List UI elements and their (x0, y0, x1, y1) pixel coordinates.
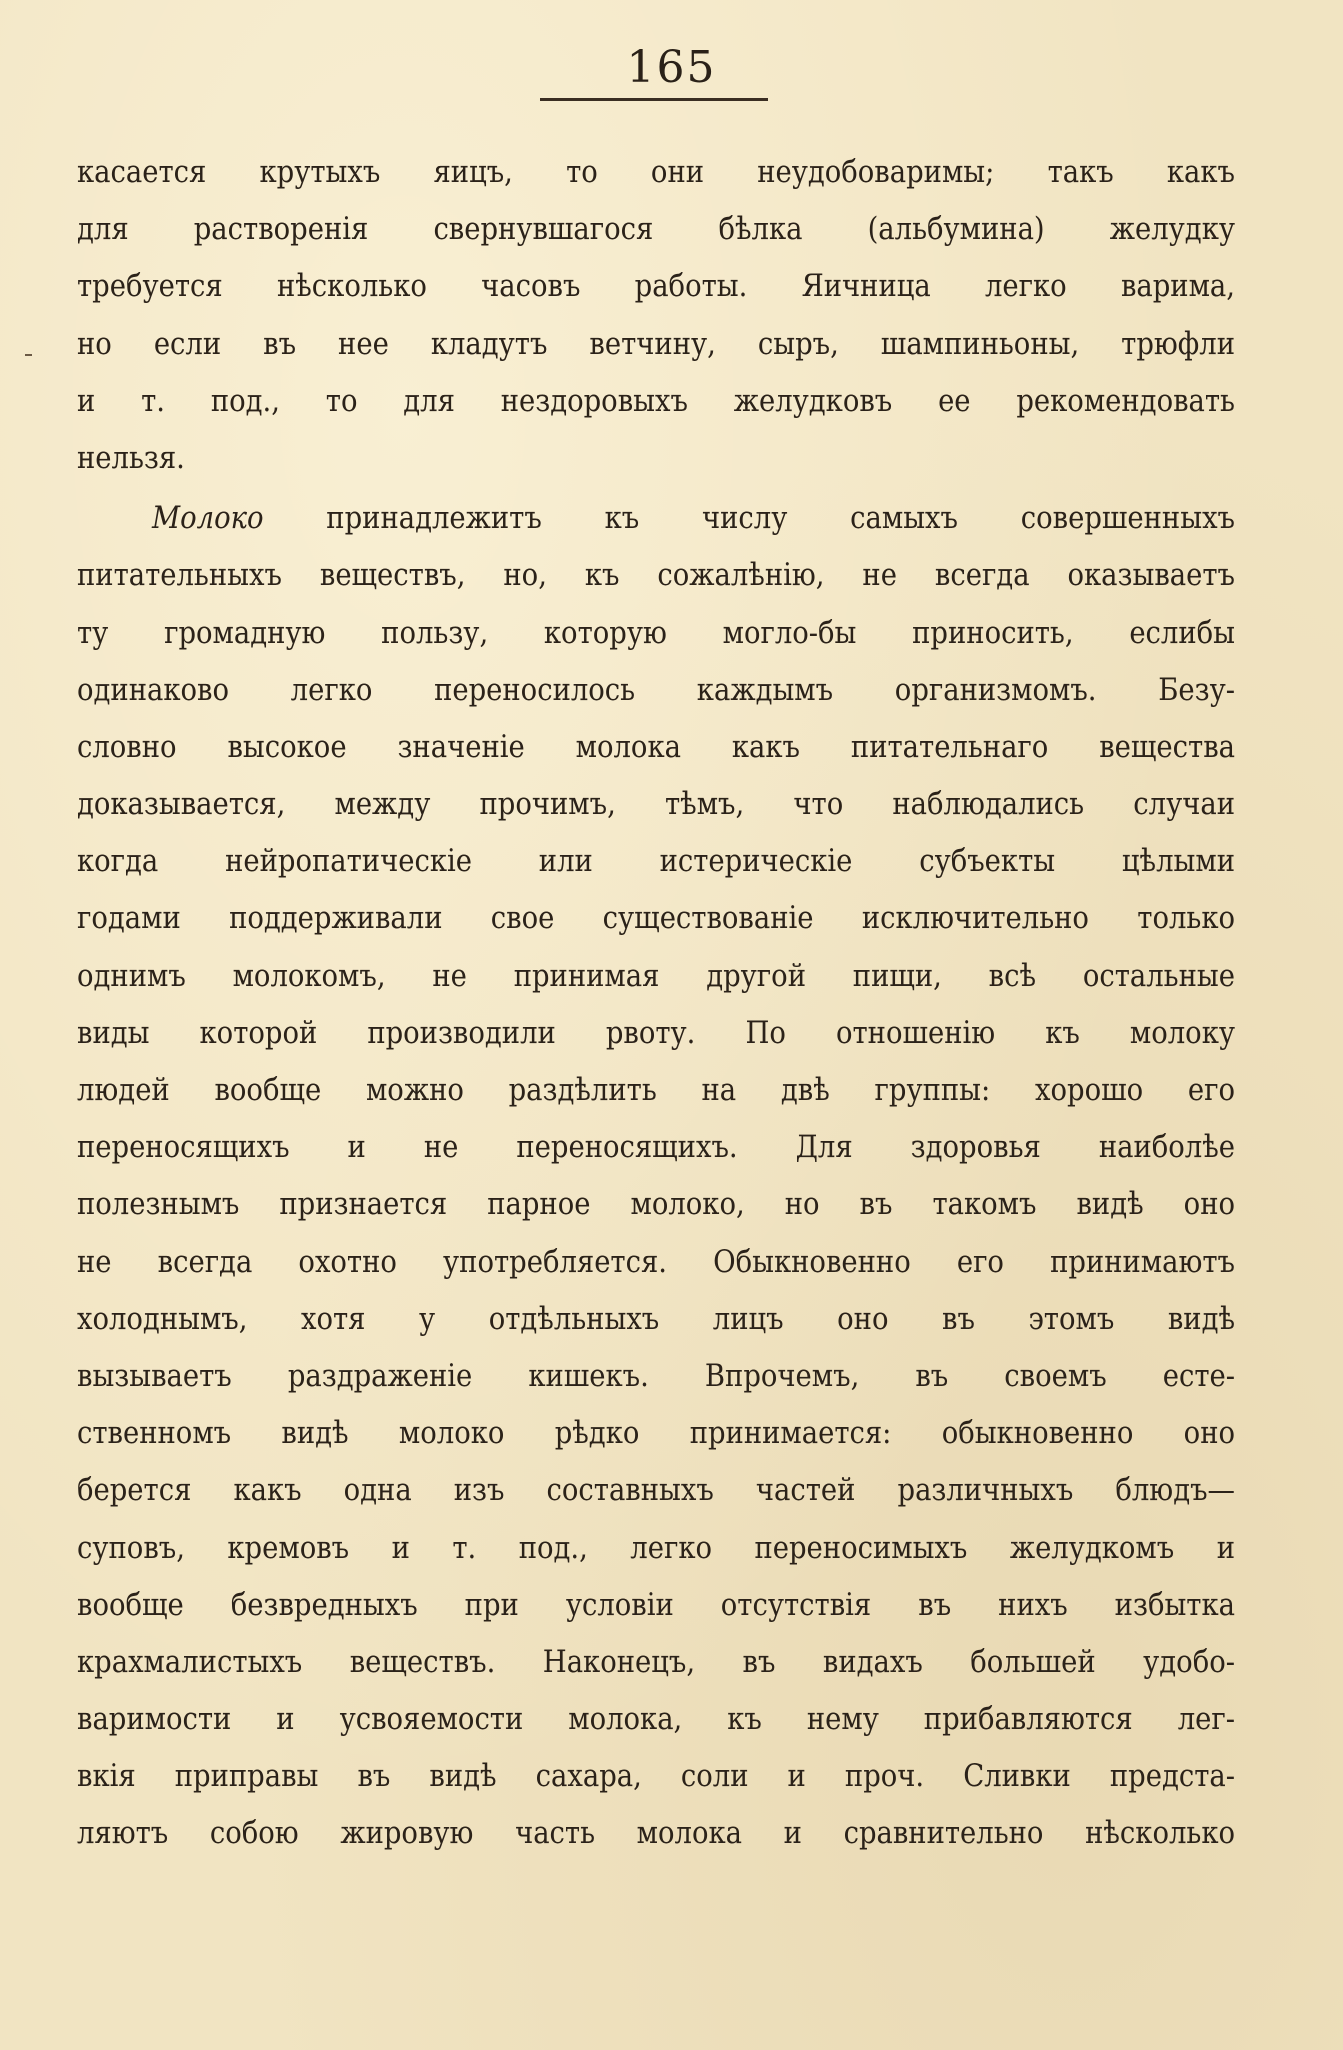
text-line: переносящихъ и не переносящихъ. Для здоровья наиболѣе (77, 1130, 1235, 1166)
text-line: однимъ молокомъ, не принимая другой пищи, всѣ остальные (77, 958, 1235, 994)
text-line: ственномъ видѣ молоко рѣдко принимается: обыкновенно оно (77, 1416, 1235, 1452)
lead-word: Молоко (152, 501, 264, 537)
text-line: питательныхъ веществъ, но, къ сожалѣнію, не всегда оказываетъ (77, 558, 1235, 594)
text-line: вкія приправы въ видѣ сахара, соли и проч. Сливки предста- (77, 1759, 1235, 1795)
paragraph-first-line (77, 490, 1235, 547)
text-line: варимости и усвояемости молока, къ нему прибавляются лег- (77, 1702, 1235, 1738)
text-line: вызываетъ раздраженіе кишекъ. Впрочемъ, въ своемъ есте- (77, 1358, 1235, 1394)
text-line: не всегда охотно употребляется. Обыкновенно его принимаютъ (77, 1244, 1235, 1280)
text-line: словно высокое значеніе молока какъ питательнаго вещества (77, 729, 1235, 765)
text-line: крахмалистыхъ веществъ. Наконецъ, въ видахъ большей удобо- (77, 1644, 1235, 1680)
text-line: берется какъ одна изъ составныхъ частей различныхъ блюдъ— (77, 1473, 1235, 1509)
margin-mark (25, 354, 32, 356)
text-line: но если въ нее кладутъ ветчину, сыръ, шампиньоны, трюфли (77, 326, 1235, 362)
text-line: когда нейропатическіе или истерическіе субъекты цѣлыми (77, 844, 1235, 880)
text-line: и т. под., то для нездоровыхъ желудковъ ее рекомендовать (77, 383, 1235, 419)
text-line: ляютъ собою жировую часть молока и сравнительно нѣсколько (77, 1816, 1235, 1852)
text-line: требуется нѣсколько часовъ работы. Яичница легко варима, (77, 269, 1235, 305)
text-line: полезнымъ признается парное молоко, но въ такомъ видѣ оно (77, 1187, 1235, 1223)
text-line: людей вообще можно раздѣлить на двѣ группы: хорошо его (77, 1073, 1235, 1108)
text-line: годами поддерживали свое существованіе исключительно только (77, 901, 1235, 937)
text-line: для растворенія свернувшагося бѣлка (альбумина) желудку (77, 212, 1235, 248)
text-line: суповъ, кремовъ и т. под., легко переносимыхъ желудкомъ и (77, 1530, 1235, 1566)
text-line: вообще безвредныхъ при условіи отсутствія въ нихъ избытка (77, 1587, 1235, 1623)
text-line: доказывается, между прочимъ, тѣмъ, что наблюдались случаи (77, 787, 1235, 823)
body-text (77, 144, 1235, 1863)
text-line-rest: принадлежитъ къ числу самыхъ совершенныхъ (263, 501, 1235, 537)
header-rule (540, 98, 768, 101)
text-line: одинаково легко переносилось каждымъ организмомъ. Безу- (77, 672, 1235, 708)
text-line: нельзя. (77, 440, 185, 476)
page-number: 165 (626, 42, 717, 93)
text-line: ту громадную пользу, которую могло-бы приносить, еслибы (77, 615, 1235, 651)
text-line: холоднымъ, хотя у отдѣльныхъ лицъ оно въ этомъ видѣ (77, 1301, 1235, 1337)
text-line: касается крутыхъ яицъ, то они неудобоваримы; такъ какъ (77, 155, 1235, 190)
text-line: виды которой производили рвоту. По отношенію къ молоку (77, 1015, 1235, 1051)
